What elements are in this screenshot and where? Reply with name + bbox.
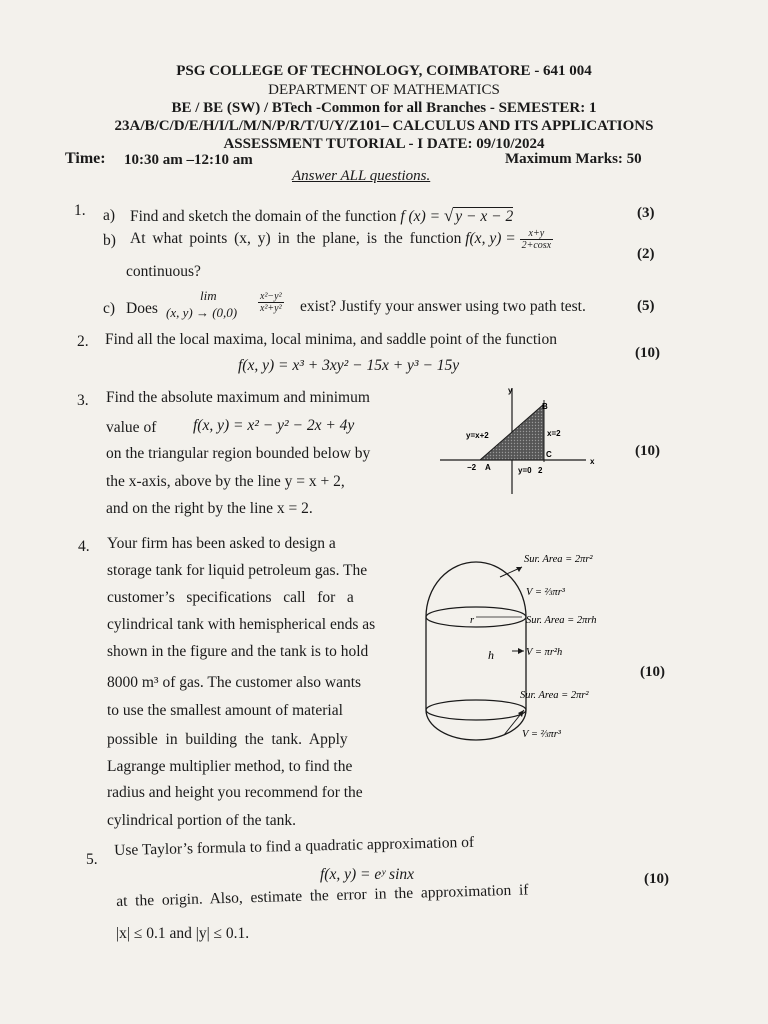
- q4-line-2: customer’s specifications call for a: [107, 589, 354, 606]
- fig-vline-eq: x=2: [547, 429, 561, 438]
- q1c-does: Does: [126, 300, 158, 317]
- top-volume: V = ⅔πr³: [526, 587, 565, 598]
- height-label: h: [488, 648, 494, 662]
- q5-line3: |x| ≤ 0.1 and |y| ≤ 0.1.: [116, 925, 250, 942]
- q5-formula: f(x, y) = eʸ sinx: [320, 866, 415, 883]
- q3-line5: and on the right by the line x = 2.: [106, 500, 313, 517]
- q3-line4: the x-axis, above by the line y = x + 2,: [106, 473, 345, 490]
- middle-arrowhead: [518, 648, 524, 654]
- q4-line-5: 8000 m³ of gas. The customer also wants: [107, 674, 362, 691]
- fig-line-eq: y=x+2: [466, 431, 489, 440]
- cylinder-surface-area: Sur. Area = 2πrh: [526, 615, 597, 626]
- fig-base-eq: y=0: [518, 466, 532, 475]
- q4-line-8: Lagrange multiplier method, to find the: [107, 758, 353, 775]
- instruction: Answer ALL questions.: [292, 168, 431, 184]
- time-value: 10:30 am –12:10 am: [124, 152, 253, 168]
- q1c-text: exist? Justify your answer using two path test.: [300, 298, 586, 315]
- q5-line2: at the origin. Also, estimate the error in the approximation if: [116, 881, 529, 910]
- q2-marks: (10): [635, 345, 660, 361]
- radius-label: r: [470, 615, 475, 626]
- q2-number: 2.: [77, 333, 89, 350]
- q3-line3: on the triangular region bounded below by: [106, 445, 371, 462]
- q1b-fraction: [520, 228, 554, 251]
- q3-number: 3.: [77, 392, 89, 409]
- college-name: PSG COLLEGE OF TECHNOLOGY, COIMBATORE - 641 004: [176, 63, 592, 79]
- q1b-text: [130, 228, 553, 251]
- q1c-label: c): [103, 300, 116, 317]
- fig-point-a: A: [485, 463, 491, 472]
- fig-two: 2: [538, 466, 543, 475]
- tank-figure: [412, 545, 634, 760]
- q1a-text: Find and sketch the domain of the function f (x) = √ y − x − 2: [130, 206, 514, 225]
- maximum-marks: Maximum Marks: 50: [505, 151, 642, 167]
- fig-neg-two: −2: [467, 463, 477, 472]
- q3-line1: Find the absolute maximum and minimum: [106, 389, 370, 406]
- q1b-function-lhs: f(x, y) =: [465, 230, 516, 248]
- q1c-denominator: x²+y²: [260, 303, 282, 314]
- q5-marks: (10): [644, 871, 669, 887]
- q4-line-6: to use the smallest amount of material: [107, 702, 343, 719]
- bottom-surface-area: Sur. Area = 2πr²: [520, 690, 589, 701]
- q1c-lim: lim: [200, 288, 217, 303]
- q1a-function-lhs: f (x) =: [400, 208, 441, 225]
- fig-point-c: C: [546, 450, 552, 459]
- q4-marks: (10): [640, 664, 665, 680]
- q3-line2b: f(x, y) = x² − y² − 2x + 4y: [193, 417, 355, 434]
- q1c-numerator: x²−y²: [260, 291, 282, 302]
- q4-line-1: storage tank for liquid petroleum gas. The: [107, 562, 368, 579]
- department-name: DEPARTMENT OF MATHEMATICS: [268, 82, 500, 98]
- q3-line2a: value of: [106, 419, 157, 436]
- bottom-hemisphere: [426, 710, 526, 740]
- q1a-question: Find and sketch the domain of the function: [130, 208, 397, 225]
- time-label: Time:: [65, 150, 106, 167]
- q1b-continuous: continuous?: [126, 263, 201, 280]
- q5-text: Use Taylor’s formula to find a quadratic approximation of: [114, 833, 475, 859]
- top-surface-area: Sur. Area = 2πr²: [524, 554, 593, 565]
- q1a-radicand: y − x − 2: [455, 208, 514, 225]
- q1b-label: b): [103, 232, 116, 249]
- q1c-limit-subscript: (x, y) → (0,0): [166, 305, 238, 320]
- cylinder-volume: V = πr²h: [526, 647, 563, 658]
- q2-text: Find all the local maxima, local minima, and saddle point of the function: [105, 331, 557, 348]
- q5-number: 5.: [86, 851, 98, 868]
- top-hemisphere: [426, 562, 526, 617]
- triangle-region-figure: [438, 382, 608, 497]
- course-line: 23A/B/C/D/E/H/I/L/M/N/P/R/T/U/Y/Z101– CALCULUS AND ITS APPLICATIONS: [114, 118, 654, 134]
- bottom-cylinder-rim: [426, 700, 526, 720]
- q1b-marks: (2): [637, 246, 655, 262]
- assessment-line: ASSESSMENT TUTORIAL - I DATE: 09/10/2024: [223, 136, 545, 152]
- q1a-label: a): [103, 207, 116, 224]
- q4-line-9: radius and height you recommend for the: [107, 784, 363, 801]
- fig-x-label: x: [590, 457, 595, 466]
- q1a-marks: (3): [637, 205, 655, 221]
- q4-line-4: shown in the figure and the tank is to hold: [107, 643, 369, 660]
- q4-number: 4.: [78, 538, 90, 555]
- q4-line-7: possible in building the tank. Apply: [107, 731, 348, 748]
- q1b-question: At what points (x, y) in the plane, is the function: [130, 230, 462, 248]
- program-line: BE / BE (SW) / BTech -Common for all Branches - SEMESTER: 1: [171, 100, 597, 116]
- q4-line-10: cylindrical portion of the tank.: [107, 812, 296, 829]
- q1-number: 1.: [74, 202, 86, 219]
- q4-line-3: cylindrical tank with hemispherical ends as: [107, 616, 376, 633]
- q1c-fraction: [258, 291, 284, 314]
- q3-marks: (10): [635, 443, 660, 459]
- q1b-numerator: x+y: [520, 228, 554, 240]
- q1c-marks: (5): [637, 298, 655, 314]
- q1b-denominator: 2+cosx: [521, 240, 552, 251]
- fig-point-b: B: [542, 402, 548, 411]
- fig-y-label: y: [508, 386, 513, 395]
- q2-formula: f(x, y) = x³ + 3xy² − 15x + y³ − 15y: [238, 357, 460, 374]
- q4-line-0: Your firm has been asked to design a: [107, 535, 336, 552]
- bottom-volume: V = ⅔πr³: [522, 729, 561, 740]
